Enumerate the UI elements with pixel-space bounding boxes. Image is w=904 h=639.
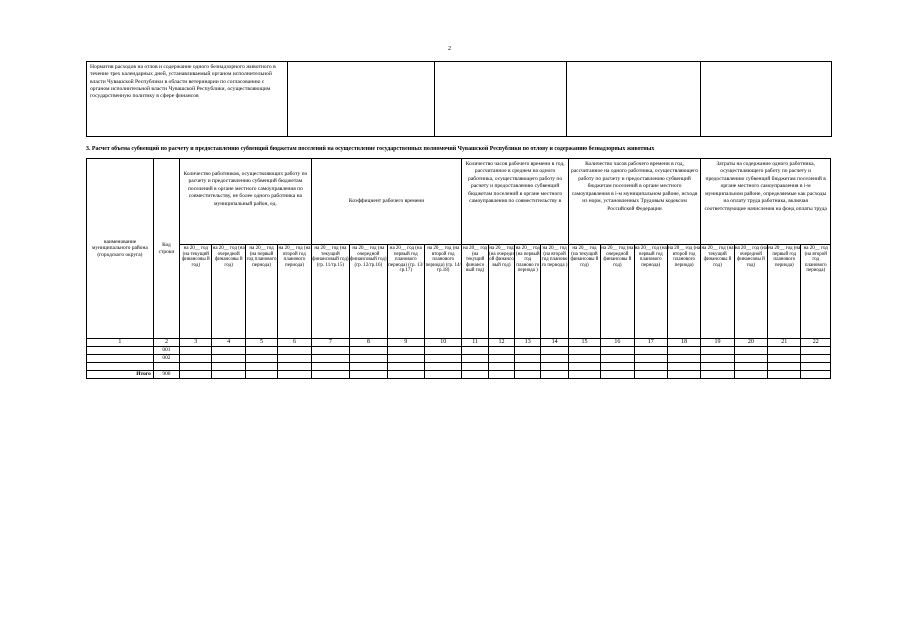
table-cell <box>350 371 387 379</box>
table-cell <box>801 347 831 355</box>
table-cell <box>180 371 212 379</box>
header-hours-per-worker: Количество часов рабочего времени в год, рассчитанное на одного работника, осуществляющего работу по расчету и предоставлению субвенций бюджетам поселений в органе местного самоуправления в i-м муниципальном районе, исходя из норм, установленных Трудовым кодексом Российской Федерации <box>568 159 701 245</box>
subheader-cell: на 20__ год (на очередной финансовый год) (гр. 12/гр.16) <box>350 245 387 339</box>
table-cell <box>488 347 514 355</box>
table-cell <box>488 363 514 371</box>
table-cell <box>601 347 634 355</box>
table-cell <box>541 371 568 379</box>
table-cell <box>245 363 277 371</box>
table-cell <box>87 347 154 355</box>
table-cell <box>701 363 734 371</box>
table-cell <box>488 371 514 379</box>
subheader-cell: на 20__ год (на второй год планового периода) (гр. 14/гр.18) <box>425 245 462 339</box>
table-cell <box>601 371 634 379</box>
table-cell <box>425 347 462 355</box>
header-workers-count: Количество работников, осуществляющих работу по расчету и предоставлению субвенций бюджетам поселений в органе местного самоуправления по совместительству, не более одного работника на муниципальный район, ед. <box>180 159 312 245</box>
row-code: 001 <box>153 347 179 355</box>
table-cell <box>515 371 541 379</box>
column-number: 16 <box>601 339 634 347</box>
total-code: 900 <box>153 371 179 379</box>
table-cell <box>278 347 311 355</box>
column-number: 18 <box>667 339 700 347</box>
table-cell <box>734 363 767 371</box>
section-title: 3. Расчет объема субвенций по расчету и предоставлению субвенций бюджетам поселений на осуществление государственных полномочий Чувашской Республики по отлову и содержанию безнадзорных животных <box>86 146 655 152</box>
column-number: 3 <box>180 339 212 347</box>
subheader-cell: на 20__ год (на текущий финансовы й год) <box>180 245 212 339</box>
table-cell <box>515 355 541 363</box>
subheader-cell: на 20__ год (на текущий финансо вый год) <box>462 245 488 339</box>
table-cell <box>311 363 349 371</box>
table-row <box>87 347 831 355</box>
table-cell <box>701 355 734 363</box>
table-cell <box>667 371 700 379</box>
table-cell <box>515 347 541 355</box>
table-cell <box>634 371 667 379</box>
table-cell <box>701 371 734 379</box>
column-number: 11 <box>462 339 488 347</box>
column-number: 1 <box>87 339 154 347</box>
norm-cell <box>567 62 701 137</box>
subheader-cell: на 20__ год (на первый год планово го периода ) <box>515 245 541 339</box>
column-number: 9 <box>387 339 424 347</box>
table-cell <box>245 347 277 355</box>
table-cell <box>568 363 600 371</box>
table-cell <box>278 363 311 371</box>
table-cell <box>212 363 245 371</box>
table-cell <box>667 355 700 363</box>
column-number: 17 <box>634 339 667 347</box>
column-number: 7 <box>311 339 349 347</box>
column-number: 8 <box>350 339 387 347</box>
table-cell <box>768 347 801 355</box>
table-cell <box>87 355 154 363</box>
row-code <box>153 363 179 371</box>
table-cell <box>634 355 667 363</box>
norm-table <box>86 61 832 137</box>
table-cell <box>488 355 514 363</box>
table-cell <box>387 355 424 363</box>
header-code: Код строки <box>153 159 179 339</box>
table-cell <box>350 355 387 363</box>
column-number: 14 <box>541 339 568 347</box>
norm-description: Норматив расходов на отлов и содержание одного безнадзорного животного в течение трех календарных дней, устанавливаемый органом исполнительной власти Чувашской Республики в области ветеринарии по согласованию с органом исполнительной власти Чувашской Республики, осуществляющим государственную политику в сфере финансов <box>87 62 288 137</box>
header-work-time-coefficient: Коэффициент рабочего времени <box>311 159 462 245</box>
table-cell <box>634 347 667 355</box>
subheader-cell: на 20__ год (на текущий финансовый год) (гр. 11/гр.15) <box>311 245 349 339</box>
table-cell <box>245 371 277 379</box>
table-cell <box>212 347 245 355</box>
table-cell <box>462 355 488 363</box>
table-cell <box>350 347 387 355</box>
subheader-cell: на 20__ год (на первый год планового периода) <box>768 245 801 339</box>
norm-cell <box>288 62 435 137</box>
table-cell <box>350 363 387 371</box>
table-cell <box>311 355 349 363</box>
table-cell <box>462 347 488 355</box>
subheader-cell: на 20__ год (на текущий финансовы й год) <box>568 245 600 339</box>
column-number: 5 <box>245 339 277 347</box>
table-cell <box>515 363 541 371</box>
header-hours-part-time: Количество часов рабочего времени в год, рассчитанное в среднем на одного работника, осуществляющего работу по расчету и предоставлению субвенций бюджетам поселений в органе местного самоуправления по совместительству в <box>462 159 568 245</box>
column-number: 6 <box>278 339 311 347</box>
column-number: 4 <box>212 339 245 347</box>
subheader-cell: на 20__ год (на второй год планового периода) <box>667 245 700 339</box>
table-cell <box>278 371 311 379</box>
table-cell <box>734 371 767 379</box>
subheader-cell: на 20__ год (на первый год планового периода) <box>245 245 277 339</box>
total-row <box>87 371 831 379</box>
calculation-table <box>86 158 831 379</box>
table-row <box>87 355 831 363</box>
table-cell <box>462 363 488 371</box>
table-cell <box>541 363 568 371</box>
table-cell <box>180 355 212 363</box>
table-cell <box>212 355 245 363</box>
table-cell <box>387 363 424 371</box>
table-cell <box>667 347 700 355</box>
table-cell <box>734 355 767 363</box>
column-number: 2 <box>153 339 179 347</box>
table-cell <box>425 355 462 363</box>
header-worker-costs: Затраты на содержание одного работника, осуществляющего работу по расчету и предоставлению субвенций бюджетам поселений в органе местного самоуправления в i-м муниципальном районе, определяемые как расходы на оплату труда работника, включая соответствующие начисления на фонд оплаты труда <box>701 159 831 245</box>
table-cell <box>801 371 831 379</box>
table-cell <box>278 355 311 363</box>
table-cell <box>768 363 801 371</box>
table-cell <box>245 355 277 363</box>
table-cell <box>667 363 700 371</box>
table-cell <box>387 371 424 379</box>
column-number: 12 <box>488 339 514 347</box>
table-cell <box>768 371 801 379</box>
column-numbers-row <box>87 339 831 347</box>
column-number: 21 <box>768 339 801 347</box>
table-cell <box>768 355 801 363</box>
table-cell <box>462 371 488 379</box>
table-cell <box>541 355 568 363</box>
table-cell <box>568 371 600 379</box>
subheader-cell: на 20__ год (на очередной финансовы й год) <box>212 245 245 339</box>
table-cell <box>634 363 667 371</box>
row-code: 002 <box>153 355 179 363</box>
norm-cell <box>435 62 567 137</box>
page-number: 2 <box>448 46 451 52</box>
header-municipality: наименование муниципального района (городского округа) <box>87 159 154 339</box>
column-number: 10 <box>425 339 462 347</box>
subheader-cell: на 20__ год (на первый год планового периода) (гр. 13/гр.17) <box>387 245 424 339</box>
column-number: 13 <box>515 339 541 347</box>
table-cell <box>801 363 831 371</box>
table-cell <box>387 347 424 355</box>
table-row <box>87 363 831 371</box>
table-cell <box>87 363 154 371</box>
table-cell <box>541 347 568 355</box>
subheader-cell: на 20__ год (на второй год планового периода) <box>801 245 831 339</box>
subheader-cell: на 20__ год (на текущий финансовы й год) <box>701 245 734 339</box>
column-number: 22 <box>801 339 831 347</box>
norm-cell <box>701 62 832 137</box>
table-cell <box>734 347 767 355</box>
table-cell <box>701 347 734 355</box>
subheader-cell: на 20__ год (на второй год планового периода) <box>278 245 311 339</box>
table-cell <box>568 355 600 363</box>
table-cell <box>212 371 245 379</box>
table-cell <box>601 363 634 371</box>
table-cell <box>425 371 462 379</box>
column-number: 15 <box>568 339 600 347</box>
table-cell <box>180 363 212 371</box>
table-cell <box>311 347 349 355</box>
table-cell <box>311 371 349 379</box>
table-cell <box>180 347 212 355</box>
subheader-cell: на 20__ год (на второй год планово го периода ) <box>541 245 568 339</box>
total-label: Итого <box>87 371 154 379</box>
table-cell <box>801 355 831 363</box>
table-cell <box>601 355 634 363</box>
subheader-cell: на 20__ год (на очереди ой финансо вый год) <box>488 245 514 339</box>
column-number: 20 <box>734 339 767 347</box>
subheader-cell: на 20__ год (на очередной финансовы й год) <box>601 245 634 339</box>
column-number: 19 <box>701 339 734 347</box>
table-cell <box>568 347 600 355</box>
table-cell <box>425 363 462 371</box>
subheader-cell: на 20__ год (на первый год планового периода) <box>634 245 667 339</box>
subheader-cell: на 20__ год (на очередной финансовы й год) <box>734 245 767 339</box>
